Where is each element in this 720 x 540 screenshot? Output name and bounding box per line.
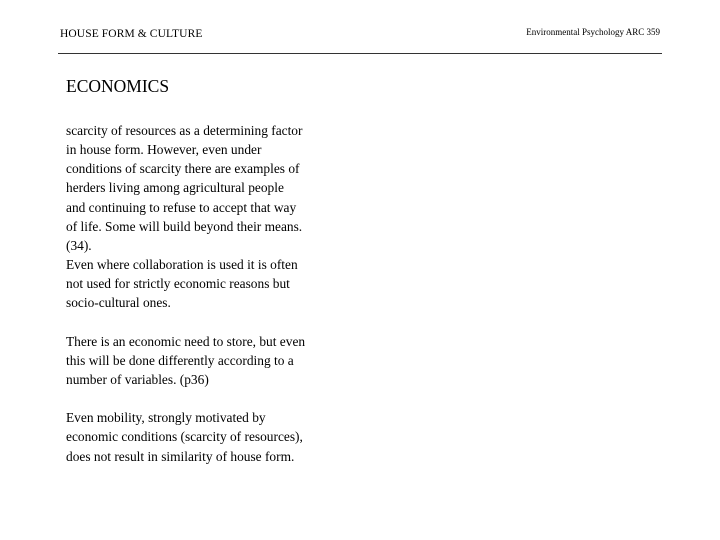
paragraph-scarcity: scarcity of resources as a determining factor in house form. However, even under conditions of scarcity there are examples of herders living among agricultural people and continuing to refuse to accept that way of life. Some will build beyond their means. (34). Even where collaboration is used it is often not used for strictly economic reasons but socio-cultural ones.	[66, 123, 303, 311]
course-code-header: Environmental Psychology ARC 359	[526, 27, 660, 37]
paragraph-storage: There is an economic need to store, but even this will be done differently according to a number of variables. (p36)	[66, 333, 306, 388]
slide-body	[66, 121, 386, 466]
header-divider	[58, 53, 662, 54]
paragraph-mobility: Even mobility, strongly motivated by economic conditions (scarcity of resources), does not result in similarity of house form.	[66, 410, 303, 464]
course-title-header: HOUSE FORM & CULTURE	[60, 28, 203, 40]
slide-title: ECONOMICS	[66, 76, 170, 96]
